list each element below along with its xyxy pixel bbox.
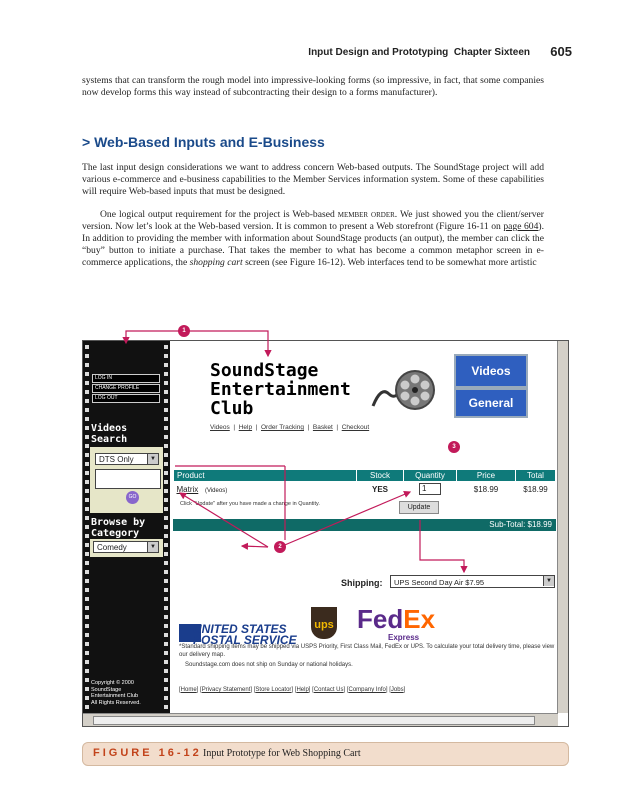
chevron-down-icon: ▼	[147, 542, 158, 552]
film-perforation	[164, 417, 168, 421]
film-perforation	[164, 579, 168, 583]
film-perforation	[85, 624, 89, 628]
quantity-input[interactable]: 1	[419, 483, 441, 495]
footer-store-locator[interactable]: Store Locator	[255, 687, 292, 693]
copyright: Copyright © 2000 SoundStage Entertainment Club All Rights Reserved.	[91, 680, 141, 706]
usps-logo: UNITED STATES POSTAL SERVICE	[193, 622, 297, 647]
shipping-select[interactable]: UPS Second Day Air $7.95 ▼	[390, 575, 555, 588]
film-perforation	[164, 363, 168, 367]
general-button[interactable]: General	[454, 388, 528, 418]
film-perforation	[85, 678, 89, 682]
shipping-footnote: *Standard shipping items may be shipped via USPS Priority, First Class Mail, FedEx or UPS. To calculate your total delivery time, please view our delivery map. Soundstage.com does not ship on Sunday or national holidays.	[179, 644, 555, 668]
film-perforation	[164, 552, 168, 556]
subtotal-value: Sub-Total: $18.99	[489, 520, 552, 529]
film-perforation	[85, 606, 89, 610]
film-perforation	[164, 525, 168, 529]
film-perforation	[164, 642, 168, 646]
vertical-scrollbar[interactable]	[557, 341, 568, 713]
film-perforation	[85, 525, 89, 529]
chevron-down-icon: ▼	[543, 576, 554, 586]
price-value: $18.99	[473, 484, 499, 494]
film-perforation	[164, 444, 168, 448]
term-shopping-cart: shopping cart	[189, 256, 243, 268]
film-perforation	[85, 480, 89, 484]
change-profile-link[interactable]: CHANGE PROFILE	[92, 384, 160, 393]
film-perforation	[164, 615, 168, 619]
chevron-down-icon: ▼	[147, 454, 158, 464]
update-button[interactable]: Update	[399, 501, 439, 514]
film-perforation	[164, 489, 168, 493]
footer-contact[interactable]: Contact Us	[313, 687, 344, 693]
col-quantity: Quantity	[404, 470, 457, 482]
film-perforation	[164, 498, 168, 502]
film-perforation	[85, 408, 89, 412]
horizontal-scrollbar[interactable]	[83, 713, 558, 726]
film-perforation	[85, 390, 89, 394]
film-perforation	[164, 462, 168, 466]
section-heading: > Web-Based Inputs and E-Business	[82, 134, 325, 150]
film-perforation	[164, 435, 168, 439]
callout-3: 3	[448, 441, 460, 453]
film-perforation	[85, 381, 89, 385]
film-perforation	[164, 570, 168, 574]
figure-caption	[82, 742, 569, 766]
category-panel	[90, 539, 163, 557]
side-search-heading: Videos Search	[91, 423, 128, 445]
nav-videos[interactable]: Videos	[210, 424, 230, 431]
film-perforation	[164, 354, 168, 358]
film-perforation	[85, 516, 89, 520]
film-perforation	[164, 687, 168, 691]
nav-checkout[interactable]: Checkout	[341, 424, 370, 431]
film-perforation	[85, 561, 89, 565]
film-perforation	[85, 687, 89, 691]
film-perforation	[164, 390, 168, 394]
figure-title: Input Prototype for Web Shopping Cart	[203, 748, 361, 759]
film-perforation	[85, 435, 89, 439]
footer-links: [Home] [Privacy Statement] [Store Locator] [Help] [Contact Us] [Company Info] [Jobs]	[179, 687, 406, 693]
film-perforation	[164, 345, 168, 349]
film-perforation	[164, 633, 168, 637]
col-total: Total	[516, 470, 556, 482]
film-perforation	[85, 660, 89, 664]
col-product: Product	[174, 470, 357, 482]
film-perforation	[164, 381, 168, 385]
table-row	[174, 482, 556, 497]
footer-company-info[interactable]: Company Info	[348, 687, 386, 693]
film-perforation	[164, 597, 168, 601]
film-perforation	[164, 480, 168, 484]
footer-home[interactable]: Home	[180, 687, 197, 693]
film-perforation	[85, 588, 89, 592]
film-perforation	[85, 570, 89, 574]
logout-link[interactable]: LOG OUT	[92, 394, 160, 403]
nav-help[interactable]: Help	[238, 424, 253, 431]
film-perforation	[164, 372, 168, 376]
film-perforation	[85, 345, 89, 349]
film-perforation	[164, 588, 168, 592]
intro-paragraph: systems that can transform the rough model into impressive-looking forms (so impressive, in fact, that some companies now develop forms this way instead of subcontracting their design to a forms manufacturer).	[82, 75, 544, 98]
page-link[interactable]: page 604	[503, 220, 539, 232]
paragraph-web-inputs: The last input design considerations we want to address concern Web-based outputs. The SoundStage project will add various e-commerce and e-business capabilities to the Member Services information system. Some of these capabilities will require Web-based inputs that must be designed.	[82, 162, 544, 197]
film-perforation	[164, 453, 168, 457]
search-input[interactable]	[95, 469, 161, 489]
film-perforation	[85, 444, 89, 448]
search-panel	[90, 447, 163, 513]
videos-button[interactable]: Videos	[454, 354, 528, 388]
paragraph-member-order: One logical output requirement for the project is Web-based member order. We just showed you the client/server version. Now let’s look at the Web-based version. It is common to present a Web storefront (Figure 16-11 on page 604). In addition to providing the member with information about SoundStage products (an output), the member can click the “buy” button to initiate a purchase. That takes the member to what has become a common metaphor screen in e-commerce applications, the shopping cart screen (see Figure 16-12). Web interfaces tend to be somewhat more artistic	[82, 209, 544, 268]
fedex-logo: FedEx	[357, 604, 436, 634]
login-link[interactable]: LOG IN	[92, 374, 160, 383]
footer-help[interactable]: Help	[296, 687, 309, 693]
nav-order-tracking[interactable]: Order Tracking	[260, 424, 304, 431]
col-price: Price	[457, 470, 516, 482]
film-perforation	[85, 363, 89, 367]
subtotal-bar	[173, 519, 556, 531]
film-reel-icon	[371, 366, 441, 416]
page-number: 605	[550, 44, 572, 59]
stock-value: YES	[371, 484, 388, 494]
go-button[interactable]: GO	[126, 491, 139, 504]
cart-table	[173, 469, 556, 496]
film-perforation	[85, 633, 89, 637]
format-select[interactable]: DTS Only ▼	[95, 453, 159, 465]
film-perforation	[85, 543, 89, 547]
top-navigation: Videos | Help | Order Tracking | Basket | Checkout	[210, 424, 370, 431]
film-perforation	[85, 642, 89, 646]
film-perforation	[164, 606, 168, 610]
film-perforation	[164, 534, 168, 538]
term-member-order: member order	[337, 209, 395, 220]
update-hint: Click "Update" after you have made a change in Quantity.	[180, 501, 320, 507]
running-head-chapter: Chapter Sixteen	[453, 47, 530, 58]
film-perforation	[164, 507, 168, 511]
film-perforation	[85, 579, 89, 583]
login-links	[92, 374, 160, 399]
filmstrip-sidebar	[83, 341, 170, 713]
film-perforation	[85, 534, 89, 538]
film-perforation	[85, 489, 89, 493]
product-format: (Videos)	[204, 487, 228, 494]
film-perforation	[85, 462, 89, 466]
figure-screenshot	[82, 340, 569, 727]
film-perforation	[85, 597, 89, 601]
film-perforation	[164, 660, 168, 664]
film-perforation	[164, 408, 168, 412]
film-perforation	[164, 678, 168, 682]
shipping-label: Shipping:	[341, 578, 383, 588]
film-perforation	[164, 705, 168, 709]
nav-basket[interactable]: Basket	[312, 424, 333, 431]
browse-heading: Browse by Category	[91, 517, 146, 539]
category-select[interactable]: Comedy ▼	[93, 541, 159, 553]
film-perforation	[85, 471, 89, 475]
film-perforation	[164, 651, 168, 655]
film-perforation	[164, 426, 168, 430]
film-perforation	[85, 399, 89, 403]
col-stock: Stock	[357, 470, 404, 482]
film-perforation	[85, 372, 89, 376]
film-perforation	[85, 498, 89, 502]
film-perforation	[85, 669, 89, 673]
film-perforation	[85, 507, 89, 511]
product-link[interactable]: Matrix	[176, 484, 199, 494]
film-perforation	[85, 696, 89, 700]
running-head	[300, 44, 572, 60]
film-perforation	[85, 417, 89, 421]
total-value: $18.99	[523, 484, 548, 494]
film-perforation	[164, 543, 168, 547]
table-header-row	[174, 470, 556, 482]
film-perforation	[164, 561, 168, 565]
callout-1: 1	[178, 325, 190, 337]
film-perforation	[85, 354, 89, 358]
film-perforation	[164, 624, 168, 628]
film-perforation	[164, 399, 168, 403]
film-perforation	[85, 552, 89, 556]
scroll-thumb[interactable]	[93, 716, 535, 725]
footer-privacy[interactable]: Privacy Statement	[201, 687, 251, 693]
film-perforation	[85, 615, 89, 619]
film-perforation	[85, 705, 89, 709]
fedex-express-label: Express	[388, 633, 420, 642]
film-perforation	[164, 471, 168, 475]
footer-jobs[interactable]: Jobs	[390, 687, 404, 693]
film-perforation	[164, 669, 168, 673]
film-perforation	[85, 426, 89, 430]
soundstage-logo[interactable]: SoundStage Entertainment Club	[210, 360, 351, 419]
running-head-title: Input Design and Prototyping	[308, 47, 449, 58]
figure-label: FIGURE 16-12	[93, 747, 202, 759]
film-perforation	[164, 696, 168, 700]
film-perforation	[85, 453, 89, 457]
callout-2: 2	[274, 541, 286, 553]
ups-logo: ups	[311, 607, 337, 639]
film-perforation	[164, 516, 168, 520]
film-perforation	[85, 651, 89, 655]
